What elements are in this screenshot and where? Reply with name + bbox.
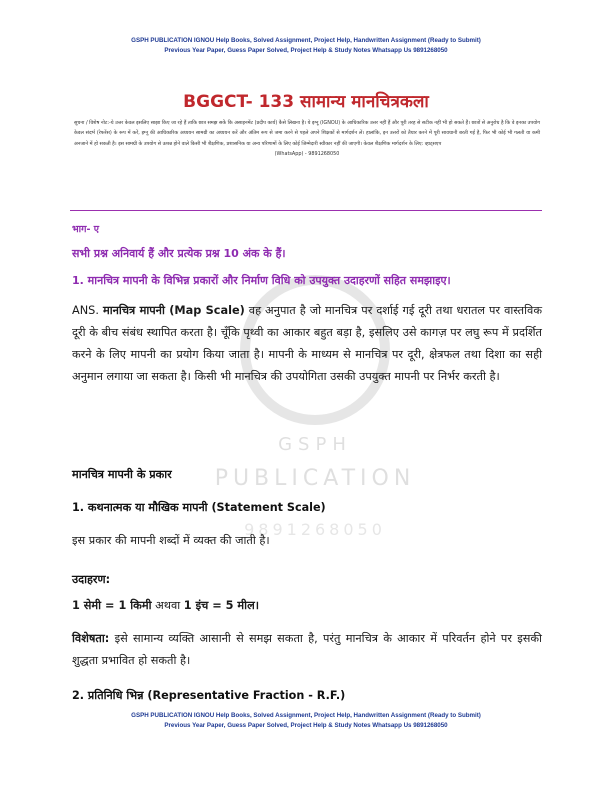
page-header <box>0 36 612 56</box>
feature-text: इसे सामान्य व्यक्ति आसानी से समझ सकता है, परंतु मानचित्र के आकार में परिवर्तन होने पर इसकी शुद्धता प्रभावित हो सकती है। <box>72 632 542 667</box>
disclaimer-note <box>74 118 540 160</box>
example-or: अथवा <box>151 599 184 612</box>
divider-line <box>70 210 542 211</box>
disclaimer-text: सूचना / विशेष नोट:-ये उत्तर केवल इसलिए साझा किए जा रहे हैं ताकि छात्र समझ सकें कि असाइनमेंट (प्रदीप कार्य) कैसे लिखना है। ये इग्नू (IGNOU) के आधिकारिक उत्तर नहीं हैं और पूरी तरह से सटीक नहीं भी हो सकते हैं। छात्रों से अनुरोध है कि वे इनका उपयोग केवल संदर्भ (रेफरेंस) के रूप में करें, इग्नू की आधिकारिक अध्ययन सामग्री का अध्ययन करें और अंतिम रूप से जमा करने से पहले अपने शिक्षकों से मार्गदर्शन लें। हालांकि, इन उत्तरों को तैयार करने में पूरी सावधानी बरती गई है, फिर भी कोई भी गलती या कमी अनजाने में हो सकती है। इस सामग्री के उपयोग से उत्पन्न होने वाले किसी भी शैक्षणिक, प्रशासनिक या अन्य परिणामों के लिए कोई जिम्मेदारी स्वीकार नहीं की जाएगी। केवल शैक्षणिक मार्गदर्शन के लिए: व्हाट्सएप <box>74 120 540 147</box>
header-line-1: GSPH PUBLICATION IGNOU Help Books, Solved Assignment, Project Help, Handwritten Assignment (Ready to Submit) <box>131 37 481 44</box>
header-line-2: Previous Year Paper, Guess Paper Solved, Project Help & Study Notes Whatsapp Us 9891268050 <box>164 47 448 54</box>
document-title: BGGCT- 133 सामान्य मानचित्रकला <box>183 92 429 112</box>
footer-line-2: Previous Year Paper, Guess Paper Solved, Project Help & Study Notes Whatsapp Us 9891268050 <box>164 722 448 729</box>
watermark-text-2: PUBLICATION <box>214 466 416 491</box>
example-b: 1 इंच = 5 मील। <box>183 599 260 612</box>
watermark-phone: 9891268050 <box>244 520 386 539</box>
feature-label: विशेषता: <box>72 632 110 645</box>
section-1-heading: 1. कथनात्मक या मौखिक मापनी (Statement Scale) <box>72 501 326 514</box>
footer-line-1: GSPH PUBLICATION IGNOU Help Books, Solved Assignment, Project Help, Handwritten Assignment (Ready to Submit) <box>131 712 481 719</box>
answer-prefix: ANS. <box>72 304 99 317</box>
section-1-text: इस प्रकार की मापनी शब्दों में व्यक्त की जाती है। <box>72 534 270 547</box>
example-line <box>72 595 542 617</box>
answer-paragraph <box>72 300 542 388</box>
part-label: भाग- ए <box>72 224 99 235</box>
disclaimer-contact: (WhatsApp) - 9891268050 <box>274 151 340 158</box>
example-a: 1 सेमी = 1 किमी <box>72 599 152 612</box>
answer-term: मानचित्र मापनी (Map Scale) <box>102 304 245 317</box>
example-label: उदाहरण: <box>72 573 111 586</box>
feature-paragraph <box>72 628 542 672</box>
page-footer <box>0 711 612 731</box>
question-1: 1. मानचित्र मापनी के विभिन्न प्रकारों और निर्माण विधि को उपयुक्त उदाहरणों सहित समझाइए। <box>72 274 451 287</box>
types-heading: मानचित्र मापनी के प्रकार <box>72 468 172 481</box>
section-2-heading: 2. प्रतिनिधि भिन्न (Representative Fraction - R.F.) <box>72 689 346 702</box>
answer-text: वह अनुपात है जो मानचित्र पर दर्शाई गई दूरी तथा धरातल पर वास्तविक दूरी के बीच संबंध स्थापित करता है। चूँकि पृथ्वी का आकार बहुत बड़ा है, इसलिए उसे कागज़ पर लघु रूप में प्रदर्शित करने के लिए मापनी का प्रयोग किया जाता है। मापनी के माध्यम से मानचित्र पर दूरी, क्षेत्रफल तथा दिशा का सही अनुमान लगाया जा सकता है। किसी भी मानचित्र की उपयोगिता उसकी उपयुक्त मापनी पर निर्भर करती है। <box>72 304 542 383</box>
instruction-text: सभी प्रश्न अनिवार्य हैं और प्रत्येक प्रश्न 10 अंक के हैं। <box>72 247 286 260</box>
watermark-text-1: GSPH <box>278 434 352 455</box>
